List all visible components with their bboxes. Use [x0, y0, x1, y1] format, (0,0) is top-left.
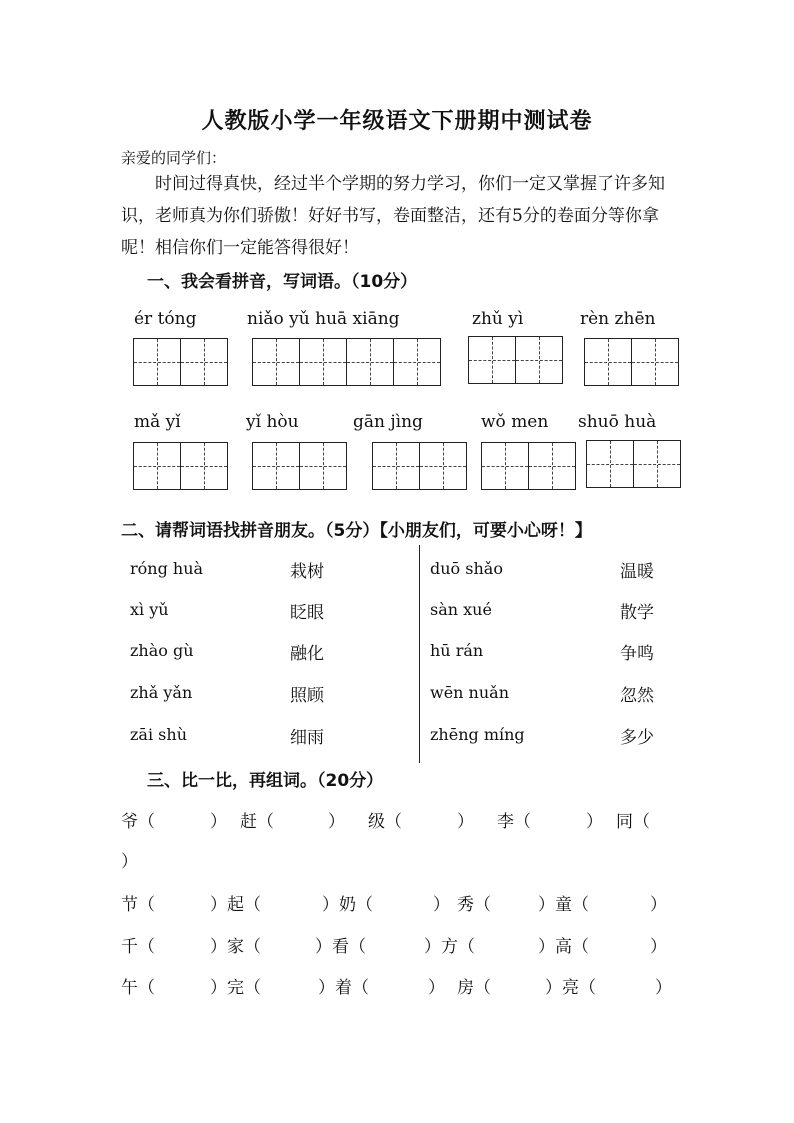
compare-char[interactable]: ）	[428, 978, 445, 998]
compare-char[interactable]: 房（	[457, 978, 491, 998]
compare-char[interactable]: ）	[586, 812, 603, 832]
match-pinyin: zhào gù	[130, 641, 194, 660]
compare-char[interactable]: ）奶（	[322, 895, 373, 915]
match-pinyin: hū rán	[430, 641, 484, 660]
match-pinyin: duō shǎo	[430, 559, 503, 578]
match-word[interactable]: 眨眼	[290, 603, 324, 623]
compare-char[interactable]: ）起（	[210, 895, 261, 915]
pinyin-label: niǎo yǔ huā xiāng	[247, 309, 400, 329]
pinyin-label: ér tóng	[134, 309, 197, 329]
pinyin-label: zhǔ yì	[472, 309, 524, 329]
writing-grid[interactable]	[252, 338, 441, 386]
match-word[interactable]: 细雨	[290, 728, 324, 748]
match-pinyin: zhēng míng	[430, 725, 525, 744]
pinyin-label: gān jìng	[353, 412, 423, 432]
compare-char[interactable]: ）	[210, 812, 227, 832]
compare-char[interactable]: 午（	[121, 978, 155, 998]
intro-text: 时间过得真快，经过半个学期的努力学习，你们一定又掌握了许多知识，老师真为你们骄傲！好好书写，卷面整洁，还有5分的卷面分等你拿呢！相信你们一定能答得很好！	[121, 174, 665, 258]
compare-char[interactable]: 级（	[368, 812, 402, 832]
compare-char[interactable]: ）童（	[538, 895, 589, 915]
match-pinyin: wēn nuǎn	[430, 683, 510, 702]
writing-grid[interactable]	[133, 442, 228, 490]
match-word[interactable]: 散学	[620, 603, 654, 623]
match-word[interactable]: 多少	[620, 728, 654, 748]
compare-char[interactable]: 赶（	[240, 812, 274, 832]
writing-grid[interactable]	[133, 338, 228, 386]
match-word[interactable]: 照顾	[290, 686, 324, 706]
writing-grid[interactable]	[372, 442, 467, 490]
compare-char[interactable]: ）家（	[210, 937, 261, 957]
compare-char[interactable]: 秀（	[457, 895, 491, 915]
compare-char[interactable]: ）	[655, 978, 672, 998]
section3-heading: 三、比一比，再组词。（20分）	[147, 771, 384, 791]
match-pinyin: zāi shù	[130, 725, 187, 744]
writing-grid[interactable]	[468, 336, 563, 384]
match-word[interactable]: 忽然	[620, 686, 654, 706]
match-pinyin: sàn xué	[430, 600, 492, 619]
compare-char[interactable]: ）	[328, 812, 345, 832]
pinyin-label: yǐ hòu	[246, 412, 299, 432]
match-word[interactable]: 争鸣	[620, 644, 654, 664]
compare-char[interactable]: ）方（	[424, 937, 475, 957]
writing-grid[interactable]	[481, 442, 576, 490]
compare-char[interactable]: ）	[650, 937, 667, 957]
page-title: 人教版小学一年级语文下册期中测试卷	[201, 109, 593, 134]
compare-char[interactable]: ）	[121, 852, 138, 872]
compare-char[interactable]: ）着（	[318, 978, 369, 998]
compare-char[interactable]: 千（	[121, 937, 155, 957]
compare-char[interactable]: ）看（	[315, 937, 366, 957]
match-word[interactable]: 温暖	[620, 562, 654, 582]
compare-char[interactable]: 节（	[121, 895, 155, 915]
section2-heading: 二、请帮词语找拼音朋友。（5分）【小朋友们，可要小心呀！】	[121, 521, 592, 541]
match-pinyin: zhǎ yǎn	[130, 683, 193, 702]
compare-char[interactable]: 同（	[616, 812, 650, 832]
pinyin-label: wǒ men	[481, 412, 549, 432]
compare-char[interactable]: 爷（	[121, 812, 155, 832]
compare-char[interactable]: ）	[650, 895, 667, 915]
writing-grid[interactable]	[586, 440, 681, 488]
match-pinyin: xì yǔ	[130, 600, 169, 619]
compare-char[interactable]: 李（	[497, 812, 531, 832]
match-word[interactable]: 融化	[290, 644, 324, 664]
writing-grid[interactable]	[252, 442, 347, 490]
compare-char[interactable]: ）亮（	[545, 978, 596, 998]
pinyin-label: mǎ yǐ	[134, 412, 181, 432]
match-word[interactable]: 栽树	[290, 562, 324, 582]
compare-char[interactable]: ）完（	[210, 978, 261, 998]
writing-grid[interactable]	[584, 338, 679, 386]
match-pinyin: róng huà	[130, 559, 204, 578]
pinyin-label: shuō huà	[578, 412, 657, 432]
pinyin-label: rèn zhēn	[580, 309, 656, 329]
compare-char[interactable]: ）高（	[538, 937, 589, 957]
compare-char[interactable]: ）	[433, 895, 450, 915]
greeting: 亲爱的同学们：	[121, 149, 227, 167]
column-divider	[419, 545, 420, 763]
compare-char[interactable]: ）	[457, 812, 474, 832]
section1-heading: 一、我会看拼音，写词语。（10分）	[147, 272, 418, 292]
